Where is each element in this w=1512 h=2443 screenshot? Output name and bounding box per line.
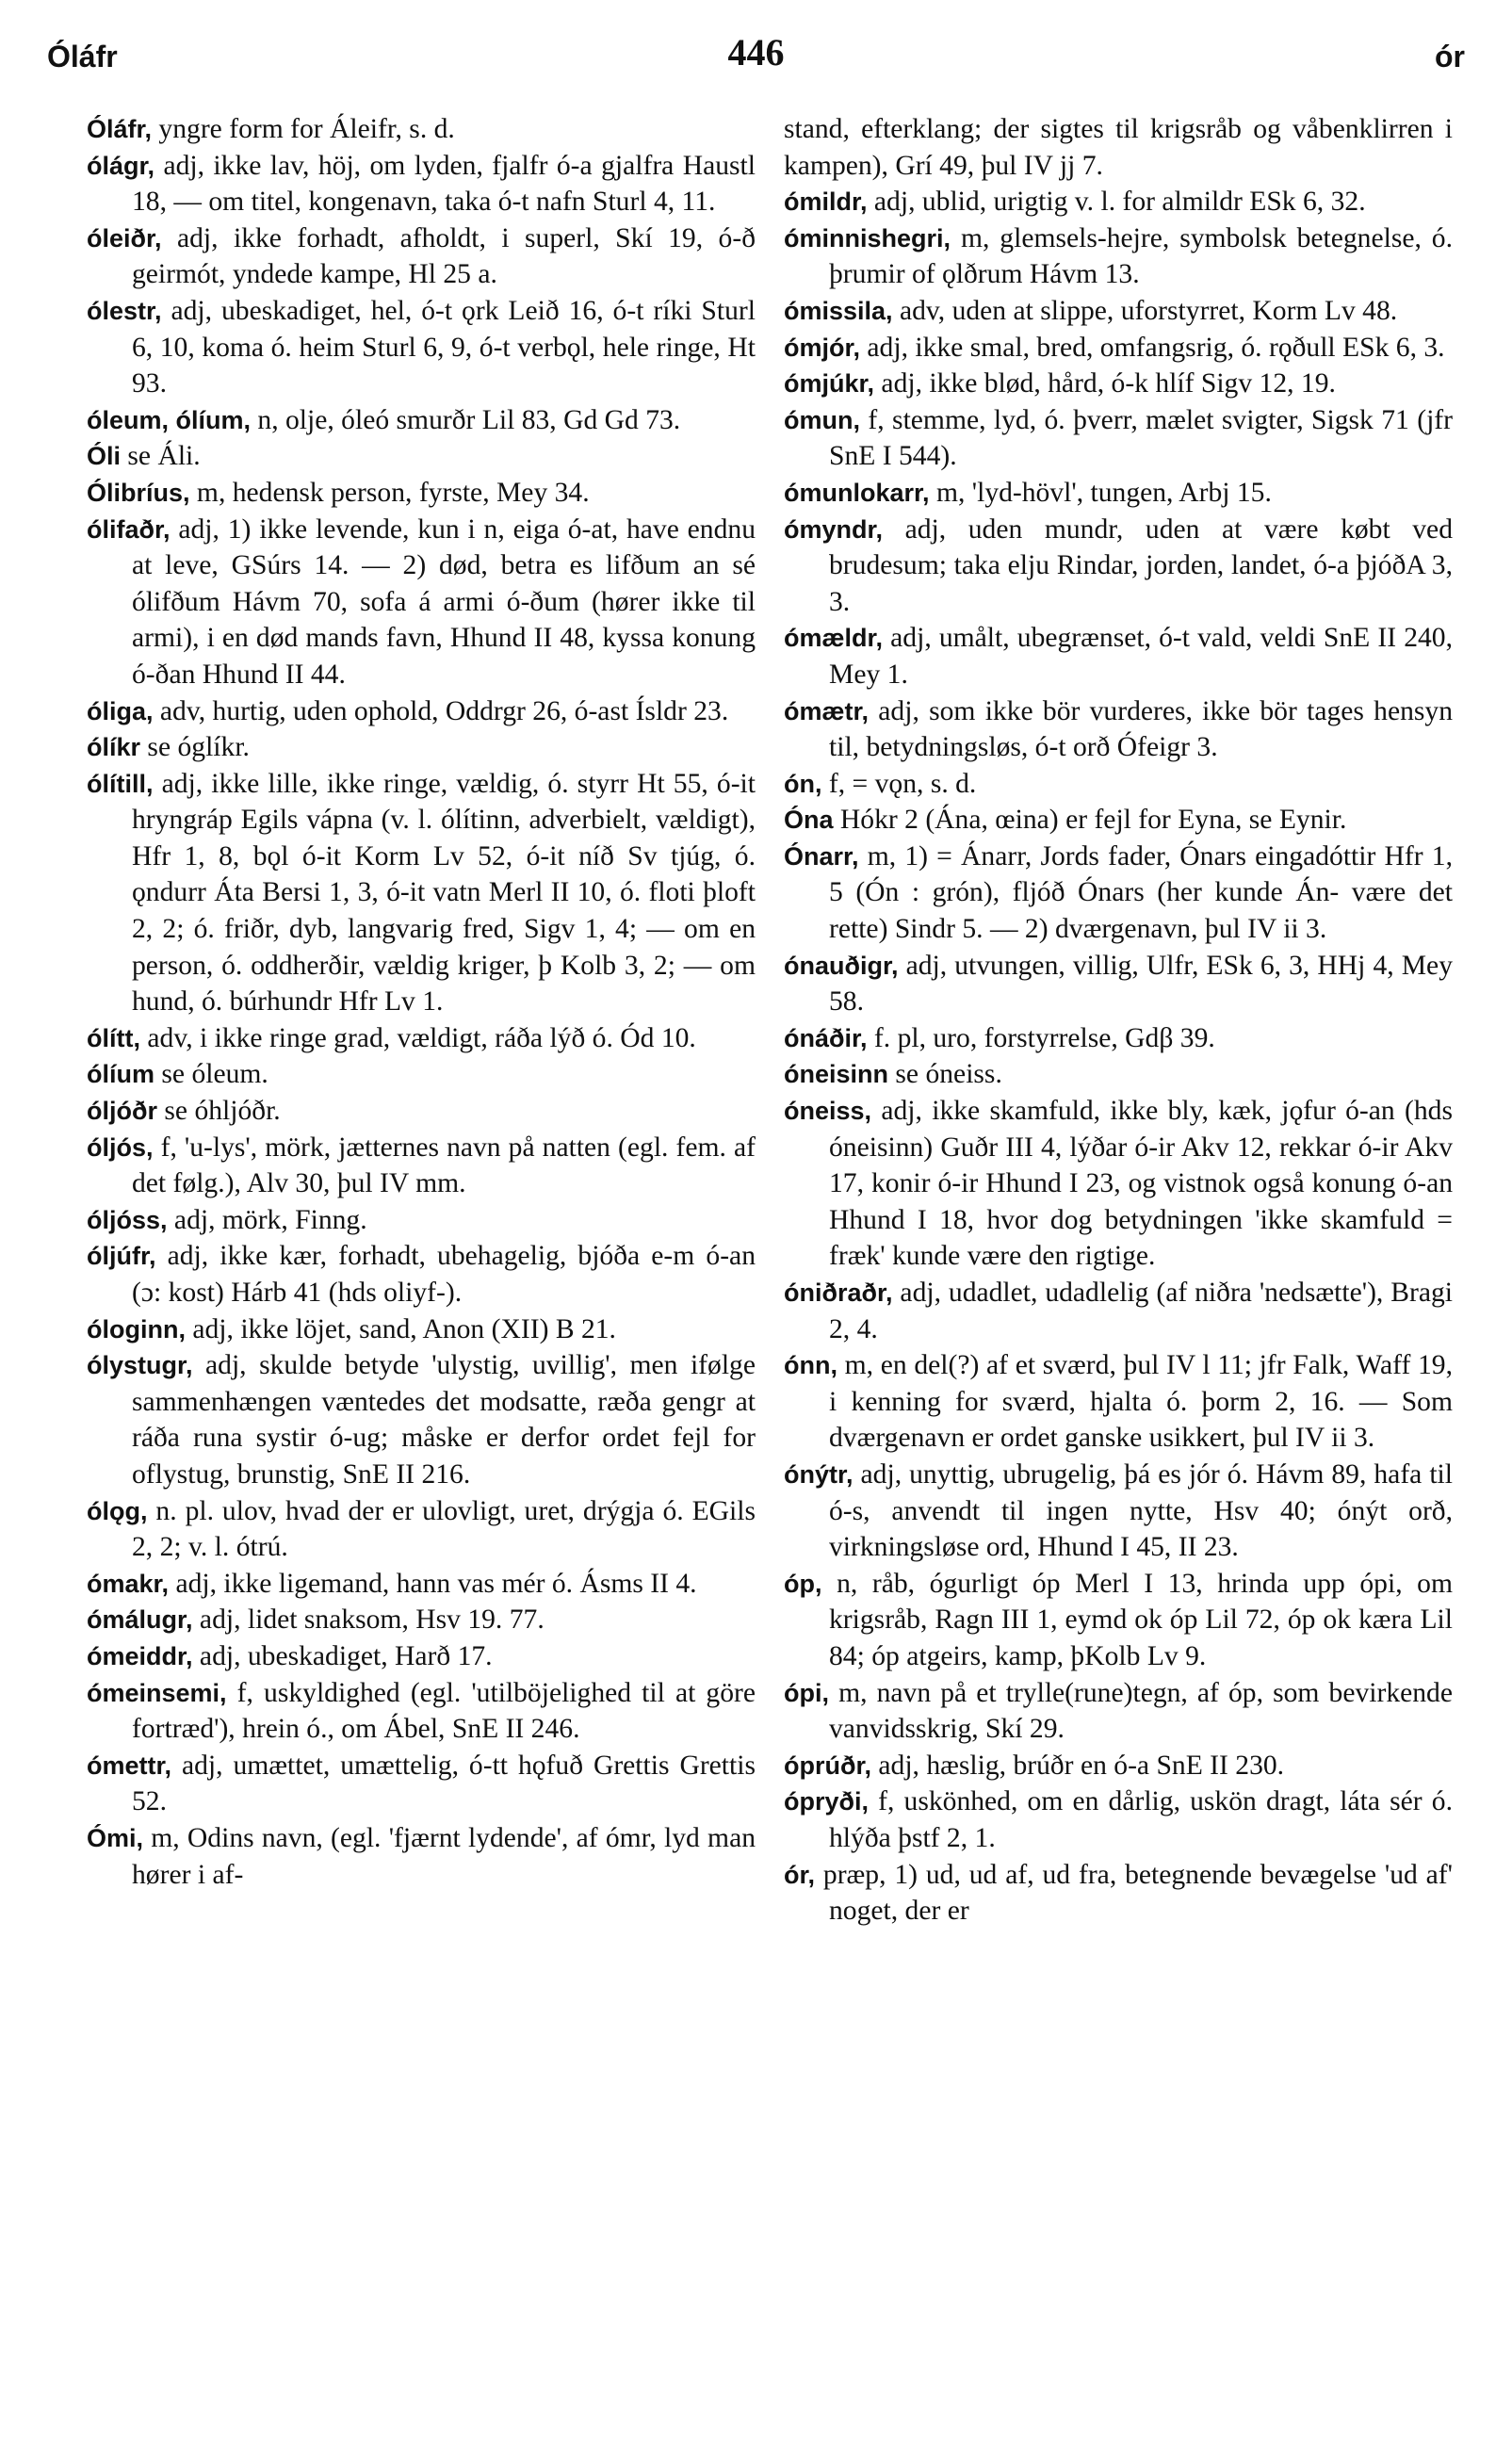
entry-headword: ómálugr, bbox=[87, 1605, 193, 1635]
entry-headword: ómeiddr, bbox=[87, 1641, 193, 1670]
dictionary-entry bbox=[784, 184, 1453, 220]
entry-headword: óniðraðr, bbox=[784, 1279, 893, 1307]
dictionary-entry bbox=[784, 620, 1453, 692]
entry-headword: ónn, bbox=[784, 1351, 837, 1380]
entry-headword: ómildr, bbox=[784, 187, 868, 217]
entry-definition: adv, hurtig, uden ophold, Oddrgr 26, ó-ast Ísldr 23. bbox=[153, 695, 729, 726]
dictionary-entry bbox=[784, 693, 1453, 766]
dictionary-entry bbox=[87, 1566, 756, 1603]
dictionary-entry bbox=[87, 475, 756, 512]
entry-headword: ólíum bbox=[87, 1060, 154, 1089]
entry-definition: adj, utvungen, villig, Ulfr, ESk 6, 3, HHj 4, Mey 58. bbox=[829, 950, 1453, 1018]
dictionary-entry bbox=[784, 1056, 1453, 1093]
entry-headword: óleiðr, bbox=[87, 223, 162, 252]
dictionary-entry bbox=[87, 1602, 756, 1638]
entry-definition: adj, umålt, ubegrænset, ó-t vald, veldi SnE II 240, Mey 1. bbox=[829, 623, 1453, 690]
running-head-left: Óláfr bbox=[47, 40, 118, 73]
entry-headword: óloginn, bbox=[87, 1314, 186, 1344]
dictionary-entry bbox=[784, 1347, 1453, 1457]
entry-headword: ómun, bbox=[784, 405, 860, 434]
entry-definition: adj, som ikke bör vurderes, ikke bör tages hensyn til, betydningsløs, ó-t orð Ófeigr 3. bbox=[829, 695, 1453, 763]
entry-headword: óliga, bbox=[87, 696, 154, 725]
dictionary-entry bbox=[87, 729, 756, 766]
dictionary-entry bbox=[784, 948, 1453, 1020]
entry-headword: ómyndr, bbox=[784, 514, 884, 544]
entry-definition: adj, uden mundr, uden at være købt ved brudesum; taka elju Rindar, jorden, landet, ó-a þjóðA 3, 3. bbox=[829, 513, 1453, 617]
entry-definition: adj, hæslig, brúðr en ó-a SnE II 230. bbox=[871, 1750, 1285, 1781]
dictionary-entry bbox=[87, 402, 756, 439]
entry-definition: n, olje, óleó smurðr Lil 83, Gd Gd 73. bbox=[251, 404, 681, 435]
entry-headword: ónauðigr, bbox=[784, 951, 899, 980]
entry-headword: óljúfr, bbox=[87, 1242, 156, 1271]
dictionary-entry bbox=[87, 148, 756, 220]
dictionary-entry bbox=[784, 475, 1453, 512]
dictionary-entry bbox=[87, 1238, 756, 1311]
entry-headword: óneiss, bbox=[784, 1097, 872, 1126]
entry-definition: n. pl. ulov, hvad der er ulovligt, uret, drýgja ó. EGils 2, 2; v. l. ótrú. bbox=[132, 1495, 756, 1563]
entry-definition: adj, ikke smal, bred, omfangsrig, ó. rǫðull ESk 6, 3. bbox=[860, 332, 1445, 363]
dictionary-entry bbox=[87, 1202, 756, 1239]
entry-definition: f, 'u-lys', mörk, jætternes navn på natten (egl. fem. af det følg.), Alv 30, þul IV mm. bbox=[132, 1132, 756, 1199]
entry-definition: m, Odins navn, (egl. 'fjærnt lydende', af ómr, lyd man hører i af- bbox=[132, 1822, 756, 1890]
dictionary-entry bbox=[784, 1275, 1453, 1347]
dictionary-entry bbox=[87, 111, 756, 148]
entry-definition: stand, efterklang; der sigtes til krigsråb og våbenklirren i kampen), Grí 49, þul IV jj 7. bbox=[784, 114, 1453, 181]
entry-headword: ólítt, bbox=[87, 1023, 140, 1052]
entry-headword: ómjúkr, bbox=[784, 369, 875, 399]
dictionary-entry bbox=[784, 330, 1453, 366]
dictionary-entry bbox=[784, 111, 1453, 184]
entry-definition: adj, udadlet, udadlelig (af niðra 'nedsætte'), Bragi 2, 4. bbox=[829, 1278, 1453, 1344]
entry-headword: óminnishegri, bbox=[784, 223, 951, 252]
dictionary-entry bbox=[87, 1093, 756, 1130]
dictionary-entry bbox=[87, 1638, 756, 1675]
dictionary-entry bbox=[87, 693, 756, 730]
dictionary-entry bbox=[784, 220, 1453, 293]
entry-headword: óljóðr bbox=[87, 1097, 157, 1126]
dictionary-entry bbox=[784, 366, 1453, 402]
entry-headword: óneisinn bbox=[784, 1060, 889, 1089]
entry-definition: adj, ublid, urigtig v. l. for almildr ESk 6, 32. bbox=[867, 187, 1366, 218]
entry-definition: adj, ikke lav, höj, om lyden, fjalfr ó-a gjalfra Haustl 18, — om titel, kongenavn, taka ó-t nafn Sturl 4, 11. bbox=[132, 150, 756, 218]
entry-headword: Óna bbox=[784, 806, 834, 835]
entry-headword: ólifaðr, bbox=[87, 514, 171, 544]
entry-headword: ómældr, bbox=[784, 624, 884, 653]
entry-headword: ólágr, bbox=[87, 151, 155, 180]
entry-headword: ómeinsemi, bbox=[87, 1678, 227, 1707]
entry-definition: se óhljóðr. bbox=[157, 1096, 281, 1127]
dictionary-entry bbox=[87, 1311, 756, 1348]
entry-definition: f, uskönhed, om en dårlig, uskön dragt, láta sér ó. hlýða þstf 2, 1. bbox=[829, 1786, 1453, 1853]
dictionary-entry bbox=[784, 802, 1453, 839]
entry-headword: ónáðir, bbox=[784, 1023, 868, 1052]
dictionary-entry bbox=[87, 293, 756, 402]
dictionary-entry bbox=[87, 1675, 756, 1748]
dictionary-entry bbox=[87, 1820, 756, 1893]
entry-definition: adj, unyttig, ubrugelig, þá es jór ó. Hávm 89, hafa til ó-s, anvendt til ingen nytte, Hsv 40; ónýt orð, virkningsløse ord, Hhund I 45, II 23. bbox=[829, 1458, 1453, 1563]
entry-definition: f, stemme, lyd, ó. þverr, mælet svigter, Sigsk 71 (jfr SnE I 544). bbox=[829, 404, 1453, 472]
entry-definition: adj, ikke kær, forhadt, ubehagelig, bjóða e-m ó-an (ɔ: kost) Hárb 41 (hds oliyf-). bbox=[132, 1241, 756, 1308]
dictionary-entry bbox=[87, 1130, 756, 1202]
entry-definition: adj, ikke lille, ikke ringe, vældig, ó. styrr Ht 55, ó-it hryngráp Egils vápna (v. l. ólítinn, adverbielt, vældigt), Hfr 1, 8, bǫl ó-it Korm Lv 52, ó-it níð Sv tjúg, ó. ǫndurr Áta Bersi 1, 3, ó-it vatn Merl II 10, ó. floti þloft 2, 2; ó. friðr, dyb, langvarig fred, Sigv 1, 4; — om en person, ó. oddherðir, vældig kriger, þ Kolb 3, 2; — om hund, ó. búrhundr Hfr Lv 1. bbox=[132, 768, 756, 1018]
entry-definition: adv, uden at slippe, uforstyrret, Korm Lv 48. bbox=[892, 295, 1398, 326]
entry-headword: ór, bbox=[784, 1860, 816, 1889]
dictionary-entry bbox=[87, 220, 756, 293]
entry-definition: adj, ikke löjet, sand, Anon (XII) B 21. bbox=[185, 1313, 616, 1344]
entry-definition: adj, mörk, Finng. bbox=[167, 1204, 367, 1235]
dictionary-entry bbox=[87, 1056, 756, 1093]
entry-definition: m, glemsels-hejre, symbolsk betegnelse, ó. þrumir of ǫlðrum Hávm 13. bbox=[829, 222, 1453, 290]
dictionary-entry bbox=[784, 1020, 1453, 1057]
entry-headword: ólestr, bbox=[87, 296, 162, 325]
dictionary-entry bbox=[87, 438, 756, 475]
dictionary-entry bbox=[784, 1566, 1453, 1675]
dictionary-entry bbox=[784, 402, 1453, 475]
dictionary-entry bbox=[784, 766, 1453, 803]
entry-definition: adj, ikke skamfuld, ikke bly, kæk, jǫfur ó-an (hds óneisinn) Guðr III 4, lýðar ó-ir Akv 12, rekkar ó-ir Akv 17, konir ó-ir Hhund I 23, og vistnok også konung ó-an Hhund I 18, hvor dog betydningen 'ikke skamfuld = fræk' kunde være den rigtige. bbox=[829, 1096, 1453, 1272]
entry-headword: ón, bbox=[784, 769, 822, 798]
dictionary-entry bbox=[784, 1675, 1453, 1748]
entry-headword: ómissila, bbox=[784, 296, 893, 325]
dictionary-entry bbox=[784, 293, 1453, 330]
entry-definition: adj, ikke blød, hård, ó-k hlíf Sigv 12, 19. bbox=[874, 368, 1336, 399]
dictionary-entry bbox=[784, 1748, 1453, 1784]
entry-definition: f, uskyldighed (egl. 'utilböjelighed til at göre fortræd'), hrein ó., om Ábel, SnE II 246. bbox=[132, 1677, 756, 1745]
dictionary-entry bbox=[784, 512, 1453, 621]
dictionary-entry bbox=[87, 1493, 756, 1566]
entry-headword: ólystugr, bbox=[87, 1351, 193, 1380]
entry-definition: adj, umættet, umættelig, ó-tt hǫfuð Grettis Grettis 52. bbox=[132, 1750, 756, 1817]
right-column bbox=[784, 111, 1453, 1930]
entry-headword: óleum, ólíum, bbox=[87, 405, 252, 434]
dictionary-entry bbox=[87, 512, 756, 693]
entry-definition: Hókr 2 (Ána, œina) er fejl for Eyna, se Eynir. bbox=[833, 805, 1347, 836]
entry-definition: præp, 1) ud, ud af, ud fra, betegnende bevægelse 'ud af' noget, der er bbox=[815, 1859, 1453, 1927]
entry-headword: óljóss, bbox=[87, 1205, 168, 1234]
entry-definition: adj, ikke ligemand, hann vas mér ó. Ásms II 4. bbox=[169, 1568, 697, 1599]
entry-definition: adv, i ikke ringe grad, vældigt, ráða lýð ó. Ód 10. bbox=[139, 1022, 696, 1053]
entry-headword: Óláfr, bbox=[87, 115, 153, 143]
dictionary-entry bbox=[87, 1020, 756, 1057]
entry-definition: n, råb, ógurligt óp Merl I 13, hrinda upp ópi, om krigsråb, Ragn III 1, eymd ok óp Lil 72, óp ok kæra Lil 84; óp atgeirs, kamp, þKolb Lv 9. bbox=[821, 1568, 1453, 1671]
entry-headword: ómettr, bbox=[87, 1751, 172, 1780]
dictionary-entry bbox=[87, 1347, 756, 1492]
entry-definition: m, navn på et trylle(rune)tegn, af óp, som bevirkende vanvidsskrig, Skí 29. bbox=[829, 1677, 1453, 1745]
entry-headword: ópi, bbox=[784, 1678, 829, 1707]
entry-headword: Ónarr, bbox=[784, 841, 859, 871]
entry-definition: se óleum. bbox=[154, 1059, 268, 1090]
entry-definition: m, en del(?) af et sværd, þul IV l 11; jfr Falk, Waff 19, i kenning for sværd, hjalta ó. þorm 2, 16. — Som dværgenavn er ordet ganske usikkert, þul IV ii 3. bbox=[829, 1350, 1453, 1454]
entry-definition: m, hedensk person, fyrste, Mey 34. bbox=[189, 477, 590, 508]
entry-definition: adj, ubeskadiget, hel, ó-t ǫrk Leið 16, ó-t ríki Sturl 6, 10, koma ó. heim Sturl 6, 9, ó-t verbǫl, hele ringe, Ht 93. bbox=[132, 295, 756, 399]
dictionary-entry bbox=[784, 1783, 1453, 1856]
dictionary-entry bbox=[87, 1748, 756, 1820]
entry-headword: ólǫg, bbox=[87, 1496, 148, 1525]
entry-headword: Ómi, bbox=[87, 1823, 144, 1852]
entry-definition: se Áli. bbox=[121, 441, 201, 472]
entry-definition: m, 'lyd-hövl', tungen, Arbj 15. bbox=[929, 477, 1272, 508]
entry-headword: ómætr, bbox=[784, 696, 870, 725]
entry-headword: óprúðr, bbox=[784, 1751, 871, 1780]
entry-headword: Óli bbox=[87, 442, 122, 471]
entry-headword: óljós, bbox=[87, 1132, 154, 1162]
entry-definition: adj, skulde betyde 'ulystig, uvillig', men ifølge sammenhængen væntedes det modsatte, ræða gengr at ráða runa systir ó-ug; måske er derfor ordet fejl for oflystug, brunstig, SnE II 216. bbox=[132, 1350, 756, 1490]
dictionary-entry bbox=[784, 839, 1453, 948]
entry-headword: óp, bbox=[784, 1569, 822, 1598]
entry-headword: ómjór, bbox=[784, 333, 861, 362]
left-column bbox=[87, 111, 756, 1893]
entry-definition: adj, ubeskadiget, Harð 17. bbox=[192, 1640, 493, 1671]
entry-definition: f, = vǫn, s. d. bbox=[821, 768, 977, 799]
entry-definition: yngre form for Áleifr, s. d. bbox=[152, 114, 455, 144]
entry-headword: ólítill, bbox=[87, 769, 154, 798]
running-head-right: ór bbox=[1435, 40, 1465, 73]
entry-definition: adj, 1) ikke levende, kun i n, eiga ó-at, have endnu at leve, GSúrs 14. — 2) død, betra es lifðum an sé ólifðum Hávm 70, sofa á armi ó-ðum (hører ikke til armi), i en død mands favn, Hhund II 48, kyssa konung ó-ðan Hhund II 44. bbox=[132, 513, 756, 690]
entry-headword: ómunlokarr, bbox=[784, 478, 930, 507]
entry-headword: ómakr, bbox=[87, 1569, 170, 1598]
entry-definition: f. pl, uro, forstyrrelse, Gdβ 39. bbox=[867, 1022, 1215, 1053]
entry-definition: se óneiss. bbox=[888, 1059, 1002, 1090]
dictionary-entry bbox=[784, 1857, 1453, 1930]
page-number: 446 bbox=[727, 31, 785, 73]
entry-headword: ópryði, bbox=[784, 1787, 870, 1816]
entry-definition: adj, lidet snaksom, Hsv 19. 77. bbox=[192, 1604, 545, 1636]
dictionary-entry bbox=[784, 1093, 1453, 1275]
entry-definition: m, 1) = Ánarr, Jords fader, Ónars eingadóttir Hfr 1, 5 (Ón : grón), fljóð Ónars (her kunde Án- være det rette) Sindr 5. — 2) dværgenavn, þul IV ii 3. bbox=[829, 840, 1453, 945]
dictionary-entry bbox=[784, 1457, 1453, 1566]
entry-headword: ónýtr, bbox=[784, 1459, 854, 1489]
entry-headword: Ólibríus, bbox=[87, 478, 190, 507]
entry-definition: se óglíkr. bbox=[140, 732, 250, 763]
entry-definition: adj, ikke forhadt, afholdt, i superl, Skí 19, ó-ð geirmót, yndede kampe, Hl 25 a. bbox=[132, 222, 756, 290]
dictionary-entry bbox=[87, 766, 756, 1020]
entry-headword: ólíkr bbox=[87, 733, 141, 762]
